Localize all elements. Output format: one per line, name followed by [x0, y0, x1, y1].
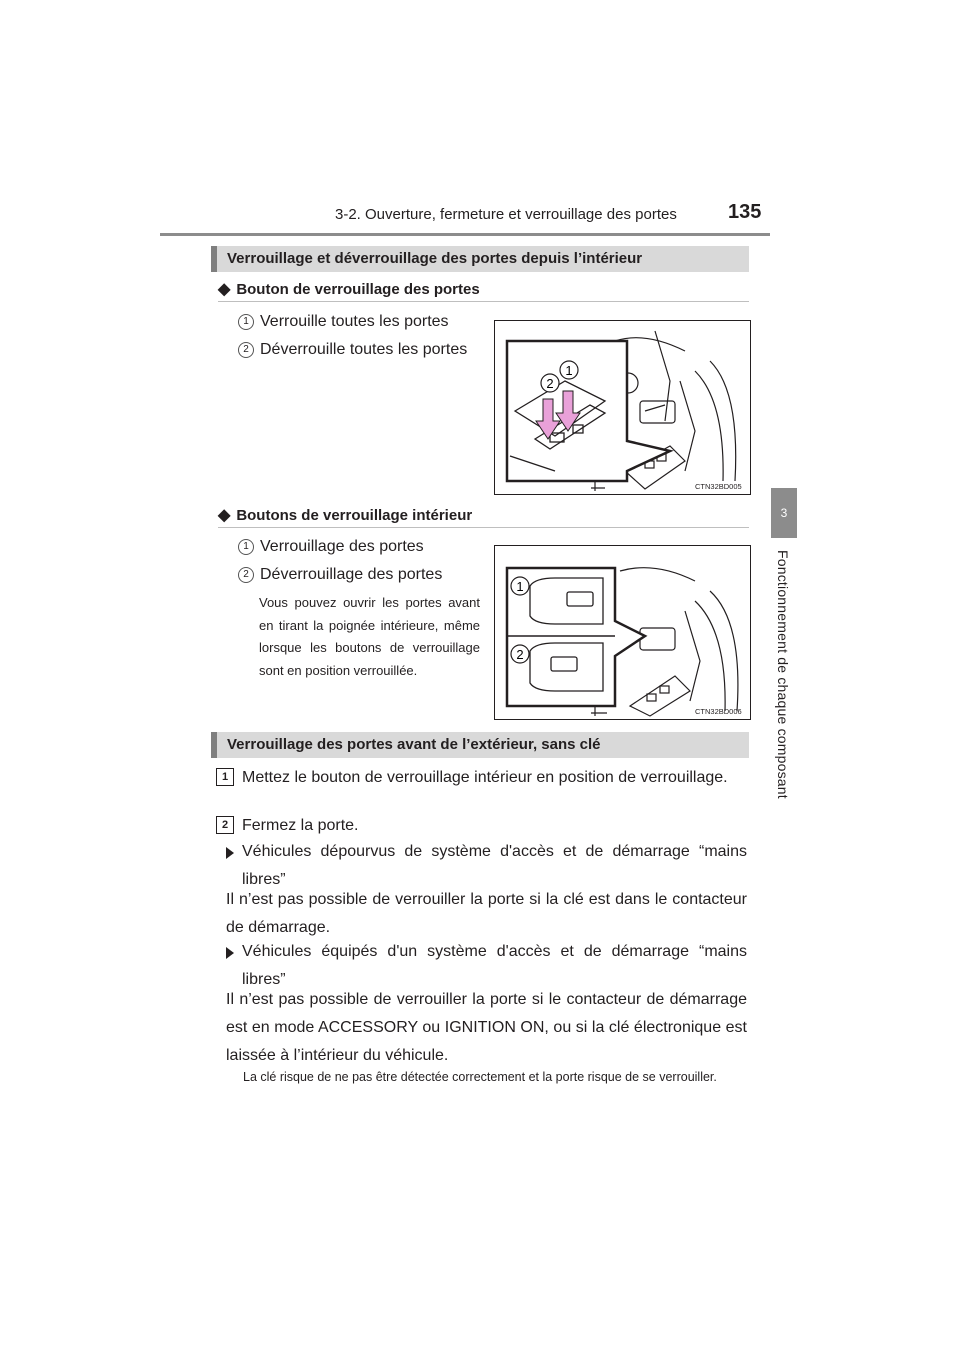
item-number: 1: [238, 539, 254, 555]
item-number: 2: [238, 342, 254, 358]
figure-drawing: [495, 546, 750, 719]
figure-code: CTN32BD006: [695, 707, 742, 716]
header-rule: [160, 233, 770, 236]
section-banner-interior: Verrouillage et déverrouillage des portes depuis l’intérieur: [211, 246, 749, 272]
callout-number: 2: [546, 376, 554, 391]
subheading-door-lock-switch: [218, 279, 480, 299]
step-text: Mettez le bouton de verrouillage intérieur en position de verrouillage.: [242, 769, 728, 786]
seat-line: [591, 706, 607, 716]
figure-drawing: [495, 321, 750, 494]
fine-note: La clé risque de ne pas être détectée correctement et la porte risque de se verrouiller.: [243, 1070, 717, 1084]
steering-wheel-inner: [695, 601, 725, 711]
figure-door-lock-switch: [494, 320, 751, 495]
case-text: Il n’est pas possible de verrouiller la porte si le contacteur de démarrage est en mode ACCESSORY ou IGNITION ON, ou si la clé électronique est laissée à l’intérieur du véhicule.: [226, 991, 747, 1064]
diamond-icon: ◆: [218, 507, 231, 524]
item-text: Verrouille toutes les portes: [260, 313, 449, 330]
subheading-rule: [218, 527, 749, 528]
steering-wheel-outline: [710, 591, 738, 711]
handle-recess: [640, 628, 675, 650]
switch-key: [660, 686, 669, 693]
figure-code: CTN32BD005: [695, 482, 742, 491]
callout-number: 1: [516, 579, 524, 594]
handle-recess: [640, 401, 675, 423]
triangle-bullet-icon: [226, 846, 234, 864]
handle-line: [645, 405, 665, 411]
triangle-bullet-icon: [226, 946, 234, 964]
case-text: Il n’est pas possible de verrouiller la porte si la clé est dans le contacteur de démarrage.: [226, 891, 747, 936]
case-heading: Véhicules équipés d'un système d'accès et de démarrage “mains libres”: [242, 943, 747, 988]
seat-line: [591, 481, 605, 491]
chapter-title: Fonctionnement de chaque composant: [775, 550, 791, 799]
window-switch-panel: [630, 676, 690, 716]
subheading-text: Boutons de verrouillage intérieur: [236, 507, 473, 524]
dash-line: [620, 568, 695, 581]
running-header-section: 3-2. Ouverture, fermeture et verrouillage des portes: [335, 206, 677, 223]
item-text: Déverrouillage des portes: [260, 566, 443, 583]
item-number: 2: [238, 567, 254, 583]
note-inside-handle: Vous pouvez ouvrir les portes avant en tirant la poignée intérieure, même lorsque les boutons de verrouillage sont en position verrouillée.: [259, 595, 480, 678]
page-number: 135: [728, 201, 762, 223]
switch-key: [647, 694, 656, 701]
step-text: Fermez la porte.: [242, 817, 359, 834]
item-text: Verrouillage des portes: [260, 538, 424, 555]
subheading-inside-lock-buttons: [218, 505, 472, 525]
case-heading: Véhicules dépourvus de système d'accès et de démarrage “mains libres”: [242, 843, 747, 888]
callout-number: 2: [516, 647, 524, 662]
figure-inside-lock-buttons: [494, 545, 751, 720]
item-text: Déverrouille toutes les portes: [260, 341, 468, 358]
item-number: 1: [238, 314, 254, 330]
callout-number: 1: [565, 363, 573, 378]
diamond-icon: ◆: [218, 281, 231, 298]
step-number: 1: [216, 768, 234, 786]
section-banner-exterior: Verrouillage des portes avant de l’extérieur, sans clé: [211, 732, 749, 758]
subheading-rule: [218, 301, 749, 302]
chapter-tab: 3: [771, 488, 797, 538]
subheading-text: Bouton de verrouillage des portes: [236, 281, 480, 298]
steering-wheel-inner: [695, 371, 723, 481]
step-number: 2: [216, 816, 234, 834]
